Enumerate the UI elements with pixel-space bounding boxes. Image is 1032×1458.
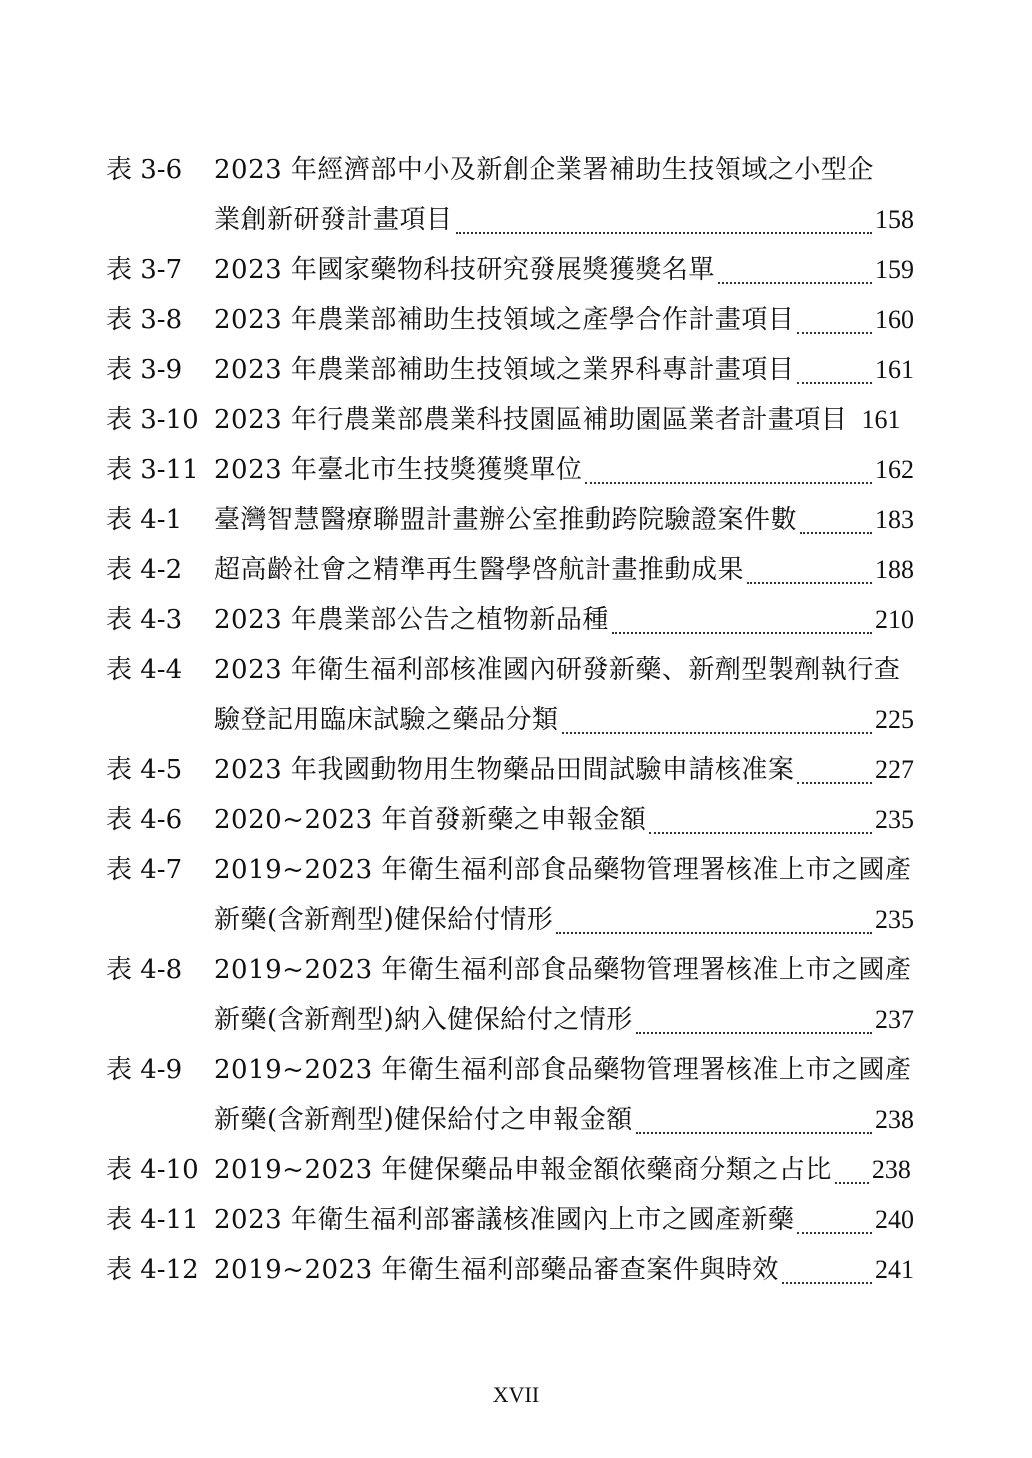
toc-entry-label: 表 4-4	[106, 655, 183, 685]
toc-entry-page: 241	[875, 1255, 914, 1284]
toc-entry-page: 161	[861, 405, 901, 434]
toc-entry[interactable]	[106, 445, 914, 495]
toc-entry[interactable]	[106, 395, 914, 445]
toc-entry-title: 驗登記用臨床試驗之藥品分類	[214, 705, 559, 735]
toc-entry-label: 表 3-7	[106, 255, 183, 285]
toc-entry-label: 表 4-5	[106, 755, 183, 785]
toc-entry-page: 238	[871, 1155, 911, 1184]
toc-entry-page: 235	[875, 905, 914, 934]
dot-leader	[562, 722, 872, 734]
toc-entry-label: 表 4-12	[106, 1255, 199, 1285]
table-of-contents	[106, 145, 914, 1295]
toc-entry-title: 2019~2023 年衛生福利部藥品審查案件與時效	[214, 1255, 779, 1285]
dot-leader	[747, 572, 872, 584]
toc-entry[interactable]	[106, 495, 914, 545]
dot-leader	[835, 1172, 869, 1184]
toc-entry-continuation[interactable]	[106, 695, 914, 745]
toc-entry[interactable]	[106, 595, 914, 645]
toc-entry[interactable]	[106, 745, 914, 795]
toc-entry-title: 臺灣智慧醫療聯盟計畫辦公室推動跨院驗證案件數	[214, 505, 798, 535]
dot-leader	[636, 1122, 872, 1134]
toc-entry-title: 2020~2023 年首發新藥之申報金額	[214, 805, 647, 835]
toc-entry-title: 2023 年臺北市生技獎獲獎單位	[214, 455, 583, 485]
toc-entry[interactable]	[106, 845, 914, 895]
toc-entry-page: 162	[875, 455, 914, 484]
toc-entry[interactable]	[106, 645, 914, 695]
toc-entry[interactable]	[106, 945, 914, 995]
toc-entry-title: 2023 年國家藥物科技研究發展獎獲獎名單	[214, 255, 715, 285]
dot-leader	[797, 1222, 872, 1234]
toc-entry-page: 238	[875, 1105, 914, 1134]
toc-entry-title: 2019~2023 年衛生福利部食品藥物管理署核准上市之國產	[214, 855, 912, 885]
toc-entry-label: 表 4-7	[106, 855, 183, 885]
toc-entry-page: 237	[875, 1005, 914, 1034]
toc-entry-title: 2023 年衛生福利部審議核准國內上市之國產新藥	[214, 1205, 795, 1235]
dot-leader	[456, 222, 872, 234]
dot-leader	[782, 1272, 872, 1284]
toc-entry-page: 158	[875, 205, 914, 234]
dot-leader	[797, 772, 872, 784]
toc-entry-page: 225	[875, 705, 914, 734]
toc-entry-label: 表 4-1	[106, 505, 183, 535]
toc-entry-label: 表 4-8	[106, 955, 183, 985]
dot-leader	[797, 372, 872, 384]
toc-entry-title: 2023 年我國動物用生物藥品田間試驗申請核准案	[214, 755, 795, 785]
toc-entry-title: 2023 年農業部補助生技領域之產學合作計畫項目	[214, 305, 795, 335]
toc-entry-page: 160	[875, 305, 914, 334]
toc-entry[interactable]	[106, 345, 914, 395]
toc-entry-title: 2023 年衛生福利部核准國內研發新藥、新劑型製劑執行查	[214, 655, 901, 685]
toc-entry-page: 227	[875, 755, 914, 784]
toc-entry-label: 表 3-10	[106, 405, 199, 435]
toc-entry-title: 新藥(含新劑型)健保給付情形	[214, 905, 554, 935]
toc-entry-continuation[interactable]	[106, 195, 914, 245]
toc-entry[interactable]	[106, 545, 914, 595]
dot-leader	[850, 422, 858, 434]
toc-entry[interactable]	[106, 245, 914, 295]
toc-entry-continuation[interactable]	[106, 1095, 914, 1145]
dot-leader	[636, 1022, 872, 1034]
toc-entry-title: 新藥(含新劑型)納入健保給付之情形	[214, 1005, 633, 1035]
toc-entry[interactable]	[106, 1045, 914, 1095]
toc-entry[interactable]	[106, 295, 914, 345]
toc-entry-title: 2019~2023 年健保藥品申報金額依藥商分類之占比	[214, 1155, 832, 1185]
toc-entry-page: 183	[875, 505, 914, 534]
toc-entry-page: 188	[875, 555, 914, 584]
toc-entry-page: 240	[875, 1205, 914, 1234]
toc-entry[interactable]	[106, 1245, 914, 1295]
toc-entry-label: 表 4-10	[106, 1155, 199, 1185]
dot-leader	[649, 822, 872, 834]
toc-entry-label: 表 4-2	[106, 555, 183, 585]
toc-entry-title: 2023 年行農業部農業科技園區補助園區業者計畫項目	[214, 405, 848, 435]
toc-entry-title: 2019~2023 年衛生福利部食品藥物管理署核准上市之國產	[214, 955, 912, 985]
toc-entry-page: 161	[875, 355, 914, 384]
toc-entry-label: 表 3-6	[106, 155, 183, 185]
dot-leader	[612, 622, 872, 634]
dot-leader	[585, 472, 872, 484]
toc-entry[interactable]	[106, 1145, 914, 1195]
toc-entry-title: 新藥(含新劑型)健保給付之申報金額	[214, 1105, 633, 1135]
toc-entry-title: 2019~2023 年衛生福利部食品藥物管理署核准上市之國產	[214, 1055, 912, 1085]
toc-entry-title: 2023 年農業部公告之植物新品種	[214, 605, 609, 635]
toc-entry-label: 表 3-8	[106, 305, 183, 335]
toc-entry-continuation[interactable]	[106, 995, 914, 1045]
dot-leader	[797, 322, 872, 334]
toc-entry-label: 表 4-9	[106, 1055, 183, 1085]
toc-entry-page: 159	[875, 255, 914, 284]
toc-entry-page: 210	[875, 605, 914, 634]
toc-entry-label: 表 4-6	[106, 805, 183, 835]
toc-entry-label: 表 3-11	[106, 455, 199, 485]
toc-entry-label: 表 4-11	[106, 1205, 199, 1235]
toc-entry-title: 業創新研發計畫項目	[214, 205, 453, 235]
toc-entry-title: 2023 年農業部補助生技領域之業界科專計畫項目	[214, 355, 795, 385]
page-number: XVII	[492, 1382, 540, 1407]
toc-entry-page: 235	[875, 805, 914, 834]
dot-leader	[556, 922, 872, 934]
toc-entry-continuation[interactable]	[106, 895, 914, 945]
toc-entry[interactable]	[106, 1195, 914, 1245]
dot-leader	[800, 522, 872, 534]
toc-entry-title: 2023 年經濟部中小及新創企業署補助生技領域之小型企	[214, 155, 874, 185]
toc-entry[interactable]	[106, 145, 914, 195]
dot-leader	[718, 272, 872, 284]
toc-entry-label: 表 4-3	[106, 605, 183, 635]
toc-entry[interactable]	[106, 795, 914, 845]
toc-entry-label: 表 3-9	[106, 355, 183, 385]
toc-entry-title: 超高齡社會之精準再生醫學啓航計畫推動成果	[214, 555, 745, 585]
